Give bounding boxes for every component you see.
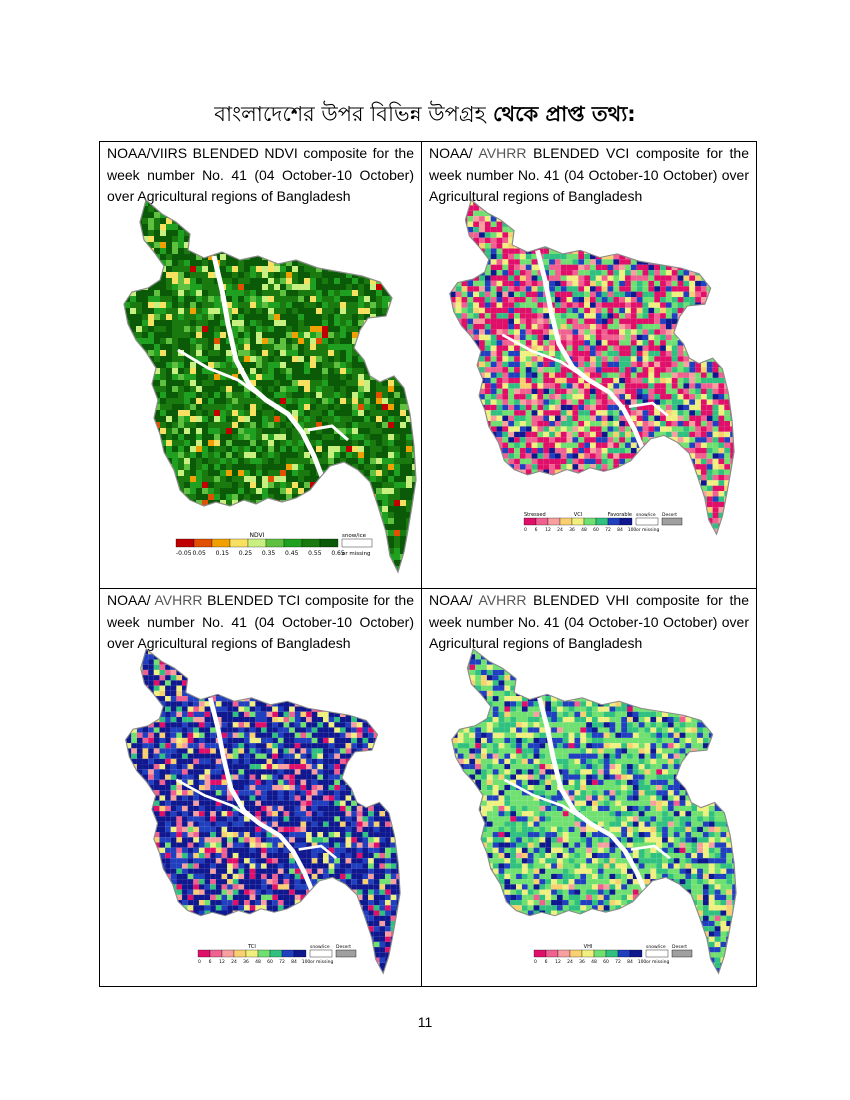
legend-tick-label: 12 <box>219 960 225 965</box>
legend-missing-swatch <box>646 950 668 957</box>
legend-tick-label: 36 <box>243 960 249 965</box>
map-pixel-layer <box>118 200 418 578</box>
legend-missing-label: snow/ice <box>636 513 656 518</box>
legend-tick-label: 72 <box>279 960 285 965</box>
legend-swatch <box>620 518 632 525</box>
legend-tick-label: 84 <box>627 960 633 965</box>
legend-swatch <box>320 539 338 547</box>
legend-tick-label: 0 <box>524 528 527 533</box>
page-number: 11 <box>417 1014 433 1030</box>
map-pixel-layer <box>444 200 736 540</box>
legend-desert-label: Desert <box>662 513 677 518</box>
panel-caption: NOAA/ AVHRR BLENDED TCI composite for the week number No. 41 (04 October-10 October) over Agricultural regions of Bangladesh <box>107 592 415 651</box>
legend-swatch <box>630 950 642 957</box>
legend-tick-label: 60 <box>593 528 599 533</box>
legend-swatch <box>584 518 596 525</box>
legend-tick-label: 36 <box>579 960 585 965</box>
panel-caption: NOAA/ AVHRR BLENDED VHI composite for the week number No. 41 (04 October-10 October) over Agricultural regions of Bangladesh <box>429 592 750 651</box>
legend-swatch <box>524 518 536 525</box>
panel-tci <box>100 589 422 987</box>
vci-map <box>444 200 736 541</box>
legend-swatch <box>282 950 294 957</box>
legend-swatch <box>176 539 194 547</box>
legend-title: NDVI <box>249 532 265 539</box>
legend-desert-swatch <box>662 518 682 525</box>
legend-desert-swatch <box>672 950 692 957</box>
legend-tick-label: 6 <box>544 960 548 965</box>
legend-right-label: Favorable <box>607 512 632 518</box>
legend-swatch <box>248 539 266 547</box>
legend-tick-label: 0.55 <box>308 550 322 557</box>
legend-tick-label: 12 <box>555 960 561 965</box>
legend-swatch <box>284 539 302 547</box>
legend-tick-label: 100 <box>301 960 311 965</box>
legend-missing-swatch <box>636 518 658 525</box>
legend-swatch <box>596 518 608 525</box>
legend-swatch <box>198 950 210 957</box>
legend-tick-label: 100 <box>627 528 637 533</box>
legend-tick-label: 0.35 <box>261 550 276 557</box>
legend-tick-label: 72 <box>615 960 621 965</box>
legend-missing-label: snow/ice <box>342 533 367 539</box>
legend-missing-label: or missing <box>636 528 660 533</box>
legend-swatch <box>270 950 282 957</box>
map-pixel-layer <box>120 649 402 978</box>
legend-tick-label: 0 <box>198 960 201 965</box>
legend-swatch <box>266 539 284 547</box>
legend-swatch <box>258 950 270 957</box>
legend-swatch <box>546 950 558 957</box>
tci-legend <box>196 942 396 966</box>
legend-swatch <box>294 950 306 957</box>
legend-missing-label: or missing <box>646 960 670 965</box>
legend-swatch <box>608 518 620 525</box>
legend-tick-label: 0 <box>534 960 537 965</box>
legend-tick-label: 0.15 <box>215 550 229 557</box>
legend-swatch <box>534 950 546 957</box>
legend-desert-label: Desert <box>672 945 687 950</box>
legend-swatch <box>582 950 594 957</box>
legend-tick-label: 0.25 <box>238 550 253 557</box>
legend-tick-label: -0.05 <box>176 550 192 557</box>
vhi-map <box>446 649 738 980</box>
vci-legend <box>522 510 722 534</box>
legend-tick-label: 48 <box>581 528 587 533</box>
satellite-panels-table <box>99 141 757 987</box>
legend-swatch <box>558 950 570 957</box>
ndvi-map <box>118 200 418 579</box>
legend-tick-label: 100 <box>637 960 647 965</box>
vhi-legend <box>532 942 732 966</box>
legend-title: VCI <box>573 512 583 518</box>
legend-swatch <box>212 539 230 547</box>
legend-swatch <box>606 950 618 957</box>
legend-swatch <box>222 950 234 957</box>
legend-tick-label: 0.05 <box>192 550 206 557</box>
legend-missing-swatch <box>310 950 332 957</box>
legend-tick-label: 0.65 <box>331 550 345 557</box>
legend-missing-swatch <box>342 539 372 547</box>
legend-missing-label: snow/ice <box>646 945 666 950</box>
ndvi-legend <box>174 529 371 569</box>
panel-vci <box>422 142 757 589</box>
tci-map <box>120 649 402 980</box>
legend-swatch <box>234 950 246 957</box>
legend-swatch <box>536 518 548 525</box>
title-bold-text: থেকে প্রাপ্ত তথ্য: <box>485 102 636 126</box>
legend-swatch <box>246 950 258 957</box>
legend-missing-label: snow/ice <box>310 945 330 950</box>
legend-swatch <box>618 950 630 957</box>
legend-tick-label: 6 <box>534 528 538 533</box>
legend-tick-label: 24 <box>567 960 573 965</box>
legend-tick-label: 6 <box>208 960 212 965</box>
legend-tick-label: 24 <box>557 528 563 533</box>
legend-title: TCI <box>248 944 256 950</box>
legend-missing-label: or missing <box>342 551 371 557</box>
legend-swatch <box>570 950 582 957</box>
legend-left-label: Stressed <box>524 512 546 518</box>
legend-swatch <box>194 539 212 547</box>
panel-caption: NOAA/VIIRS BLENDED NDVI composite for the week number No. 41 (04 October-10 October) over Agricultural regions of Bangladesh <box>107 145 414 204</box>
title-text: বাংলাদেশের উপর বিভিন্ন উপগ্রহ <box>214 102 486 126</box>
legend-desert-swatch <box>336 950 356 957</box>
legend-tick-label: 48 <box>591 960 597 965</box>
legend-swatch <box>210 950 222 957</box>
legend-tick-label: 24 <box>231 960 237 965</box>
legend-tick-label: 48 <box>255 960 261 965</box>
legend-swatch <box>560 518 572 525</box>
legend-tick-label: 84 <box>617 528 623 533</box>
legend-missing-label: or missing <box>310 960 334 965</box>
legend-tick-label: 84 <box>291 960 297 965</box>
panel-vhi <box>422 589 757 987</box>
map-pixel-layer <box>446 649 738 978</box>
legend-tick-label: 0.45 <box>285 550 299 557</box>
legend-tick-label: 12 <box>545 528 551 533</box>
legend-swatch <box>302 539 320 547</box>
legend-swatch <box>230 539 248 547</box>
legend-swatch <box>548 518 560 525</box>
legend-tick-label: 36 <box>569 528 575 533</box>
legend-tick-label: 72 <box>605 528 611 533</box>
legend-tick-label: 60 <box>267 960 273 965</box>
legend-desert-label: Desert <box>336 945 351 950</box>
page-title <box>0 98 850 133</box>
panel-ndvi <box>100 142 422 589</box>
legend-swatch <box>572 518 584 525</box>
panel-caption: NOAA/ AVHRR BLENDED VCI composite for the week number No. 41 (04 October-10 October) over Agricultural regions of Bangladesh <box>429 145 750 204</box>
legend-swatch <box>594 950 606 957</box>
legend-title: VHI <box>583 944 593 950</box>
legend-tick-label: 60 <box>603 960 609 965</box>
